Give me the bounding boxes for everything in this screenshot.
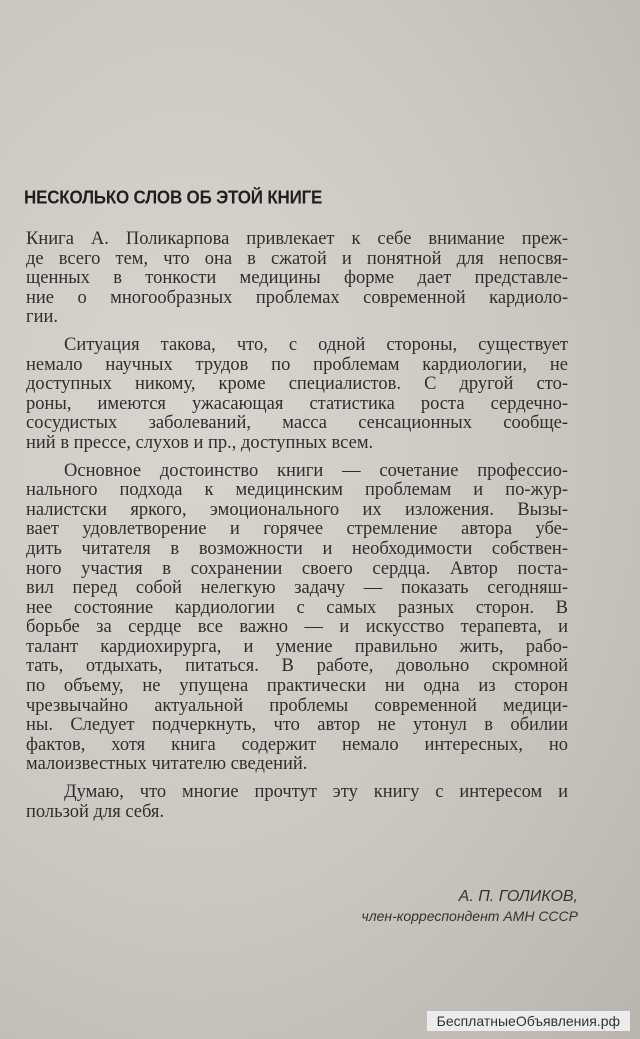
text-line: фактов, хотя книга содержит немало интересных, но [26, 734, 568, 755]
watermark: БесплатныеОбъявления.рф [427, 1011, 630, 1031]
section-title: НЕСКОЛЬКО СЛОВ ОБ ЭТОЙ КНИГЕ [24, 187, 323, 208]
text-line: вил перед собой нелегкую задачу — показать сегодняш- [26, 578, 568, 599]
text-line: немало научных трудов по проблемам кардиологии, не [26, 354, 568, 375]
author-name: А. П. ГОЛИКОВ, [458, 888, 578, 905]
text-line: ны. Следует подчеркнуть, что автор не утонул в обилии [26, 715, 568, 736]
text-line: ного участия в сохранении своего сердца. Автор поста- [26, 558, 568, 579]
text-line: щенных в тонкости медицины форме дает представле- [26, 268, 568, 289]
text-line: сосудистых заболеваний, масса сенсационных сообще- [26, 413, 568, 434]
text-line: Книга А. Поликарпова привлекает к себе внимание преж- [26, 229, 568, 249]
text-line: по объему, не упущена практически ни одна из сторон [26, 676, 568, 697]
paragraph [26, 336, 568, 454]
text-line: нального подхода к медицинским проблемам и по-жур- [26, 480, 568, 501]
body-text [26, 230, 568, 830]
text-line: малоизвестных читателю сведений. [26, 754, 308, 775]
text-line: нее состояние кардиологии с самых разных сторон. В [26, 597, 568, 618]
text-line: дить читателя в возможности и необходимости собствен- [26, 538, 568, 559]
text-line: чрезвычайно актуальной проблемы современной медици- [26, 695, 568, 716]
text-line: пользой для себя. [26, 801, 165, 822]
paragraph [26, 783, 568, 822]
author-position: член-корреспондент АМН СССР [361, 908, 578, 924]
text-line: Ситуация такова, что, с одной стороны, существует [64, 334, 568, 355]
text-line: ний в прессе, слухов и пр., доступных всем. [26, 432, 374, 453]
paragraph [26, 462, 568, 776]
paragraph [26, 230, 568, 328]
text-line: налистски яркого, эмоционального их изложения. Вызы- [26, 499, 568, 520]
text-line: вает удовлетворение и горячее стремление автора убе- [26, 519, 568, 540]
text-line: гии. [26, 307, 59, 328]
text-line: роны, имеются ужасающая статистика роста сердечно- [26, 393, 568, 414]
text-line: ние о многообразных проблемах современной кардиоло- [26, 287, 568, 308]
text-line: тать, отдыхать, питаться. В работе, довольно скромной [26, 656, 568, 677]
text-line: талант кардиохирурга, и умение правильно жить, рабо- [26, 636, 568, 657]
text-line: Думаю, что многие прочтут эту книгу с интересом и [64, 782, 568, 803]
text-line: Основное достоинство книги — сочетание профессио- [64, 460, 568, 481]
text-line: де всего тем, что она в сжатой и понятной для непосвя- [26, 248, 568, 269]
text-line: борьбе за сердце все важно — и искусство терапевта, и [26, 617, 568, 638]
text-line: доступных никому, кроме специалистов. С другой сто- [26, 374, 568, 395]
